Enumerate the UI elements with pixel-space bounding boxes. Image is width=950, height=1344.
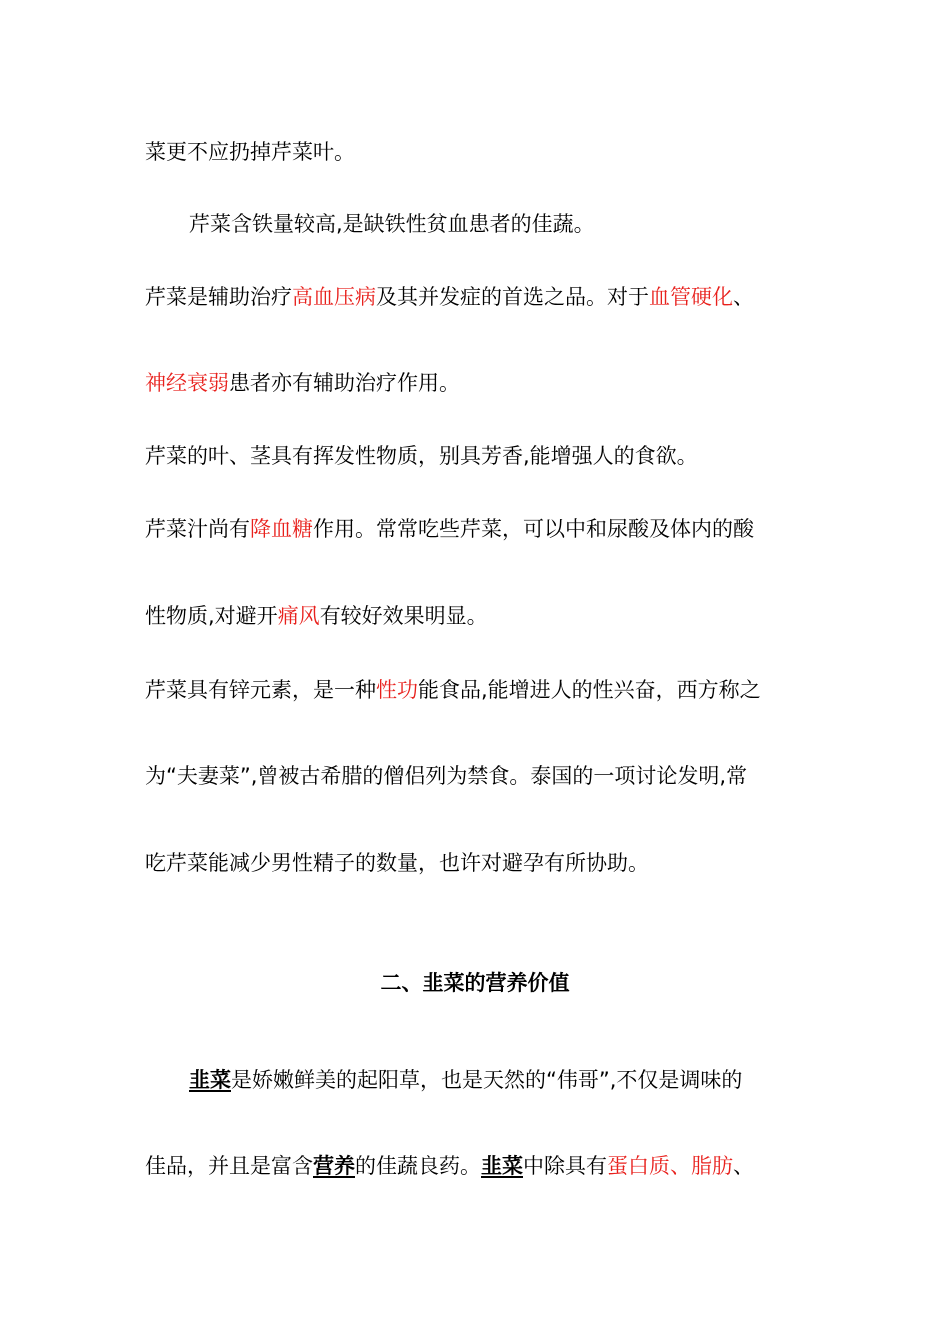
- paragraph-line: [145, 282, 825, 312]
- paragraph-line: [145, 137, 825, 167]
- highlight-term: 降血糖: [250, 517, 313, 541]
- paragraph-line: [145, 514, 825, 544]
- paragraph-line: [189, 209, 869, 239]
- keyword-link[interactable]: 营养: [313, 1154, 355, 1178]
- text-segment: 的佳蔬良药。: [355, 1154, 481, 1178]
- text-segment: 芹菜是辅助治疗: [145, 285, 292, 309]
- text-segment: 为“夫妻菜”,曾被古希腊的僧侣列为禁食。泰国的一项讨论发明,常: [145, 764, 748, 788]
- paragraph-line: [145, 601, 825, 631]
- text-segment: 患者亦有辅助治疗作用。: [229, 371, 460, 395]
- paragraph-line: [145, 848, 825, 878]
- highlight-term: 神经衰弱: [145, 371, 229, 395]
- highlight-term: 高血压病: [292, 285, 376, 309]
- highlight-term: 痛风: [277, 604, 320, 628]
- text-segment: 菜更不应扔掉芹菜叶。: [145, 140, 355, 164]
- section-heading: 二、韭菜的营养价值: [380, 971, 570, 995]
- highlight-term: 脂肪: [691, 1154, 733, 1178]
- text-segment: 、: [733, 285, 754, 309]
- text-segment: 芹菜汁尚有: [145, 517, 250, 541]
- highlight-term: 性功: [376, 678, 418, 702]
- text-segment: 性物质,对避开: [145, 604, 278, 628]
- text-segment: 芹菜具有锌元素，是一种: [145, 678, 376, 702]
- text-segment: 吃芹菜能减少男性精子的数量，也许对避孕有所协助。: [145, 851, 649, 875]
- text-segment: 及其并发症的首选之品。对于: [376, 285, 649, 309]
- paragraph-line: [145, 1151, 825, 1181]
- highlight-term: 血管硬化: [649, 285, 733, 309]
- paragraph-line: [145, 441, 825, 471]
- text-segment: 佳品，并且是富含: [145, 1154, 313, 1178]
- paragraph-line: [145, 368, 825, 398]
- text-segment: 作用。常常吃些芹菜，可以中和尿酸及体内的酸: [313, 517, 754, 541]
- text-segment: 有较好效果明显。: [319, 604, 488, 628]
- highlight-term: 蛋白质: [607, 1154, 670, 1178]
- text-segment: 中除具有: [523, 1154, 607, 1178]
- highlight-term: 、: [670, 1154, 691, 1178]
- text-segment: 芹菜含铁量较高,是缺铁性贫血患者的佳蔬。: [189, 212, 595, 236]
- text-segment: 芹菜的叶、茎具有挥发性物质，别具芳香,能增强人的食欲。: [145, 444, 698, 468]
- text-segment: 是娇嫩鲜美的起阳草，也是天然的“伟哥”,不仅是调味的: [231, 1068, 743, 1092]
- paragraph-line: [189, 1065, 869, 1095]
- paragraph-line: [145, 675, 825, 705]
- text-segment: 、: [733, 1154, 754, 1178]
- text-segment: 能食品,能增进人的性兴奋，西方称之: [418, 678, 761, 702]
- keyword-link[interactable]: 韭菜: [189, 1068, 231, 1092]
- paragraph-line: [145, 761, 825, 791]
- keyword-link[interactable]: 韭菜: [481, 1154, 523, 1178]
